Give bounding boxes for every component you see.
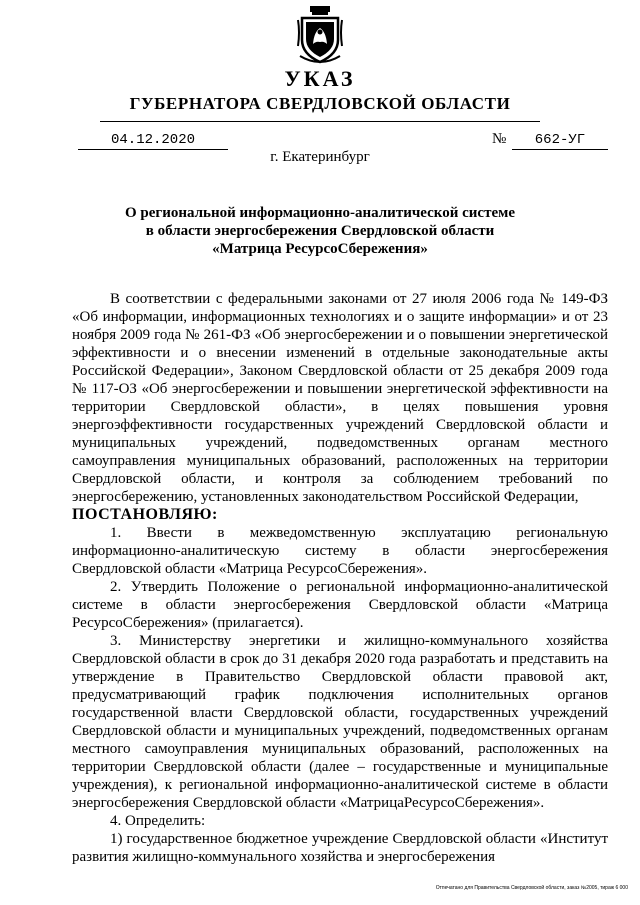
decree-date: 04.12.2020 xyxy=(78,132,228,150)
decree-number: 662-УГ xyxy=(512,132,608,150)
decree-word: ПОСТАНОВЛЯЮ: xyxy=(72,506,218,523)
number-label: № xyxy=(492,131,507,147)
preamble-paragraph: В соответствии с федеральными законами от 27 июля 2006 года № 149-ФЗ «Об информации, информационных технологиях и о защите информации» и от 23 ноября 2009 года № 261-ФЗ «Об энергосбережении и о повышении энергетической эффективности и о внесении изменений в отдельные законодательные акты Российской Федерации», Законом Свердловской области от 25 декабря 2009 года № 117-ОЗ «Об энергосбережении и повышении энергетической эффективности на территории Свердловской области», в целях повышения уровня энергоэффективности государственных учреждений Свердловской области и муниципальных учреждений, подведомственных органам местного самоуправления муниципальных образований, расположенных на территории Свердловской области, и контроля за соблюдением требований по энергосбережению, установленных законодательством Российской Федерации, xyxy=(72,291,608,505)
coat-of-arms-icon xyxy=(296,6,344,66)
subject-line-2: в области энергосбережения Свердловской области xyxy=(145,223,495,239)
city-name: г. Екатеринбург xyxy=(270,149,370,165)
subject-line-3: «Матрица РесурсоСбережения» xyxy=(212,241,428,257)
clause-1: 1. Ввести в межведомственную эксплуатацию региональную информационно-аналитическую систему в области энергосбережения Свердловской области «Матрица РесурсоСбережения». xyxy=(72,525,608,577)
clause-4-1: 1) государственное бюджетное учреждение Свердловской области «Институт развития жилищно-коммунального хозяйства и энергосбережения xyxy=(72,831,608,865)
decree-subject xyxy=(0,204,640,258)
issuer-title: ГУБЕРНАТОРА СВЕРДЛОВСКОЙ ОБЛАСТИ xyxy=(129,94,511,113)
clause-3: 3. Министерству энергетики и жилищно-коммунального хозяйства Свердловской области в срок до 31 декабря 2020 года разработать и представить на утверждение в Правительство Свердловской области правовой акт, предусматривающий график подключения исполнительных органов государственной власти Свердловской области, государственных учреждений Свердловской области и муниципальных учреждений, подведомственных органам местного самоуправления муниципальных образований, расположенных на территории Свердловской области (далее – государственные и муниципальные учреждения), к региональной информационно-аналитической системе в области энергосбережения Свердловской области «МатрицаРесурсоСбережения». xyxy=(72,633,608,811)
header-divider xyxy=(100,121,540,122)
print-footer: Отпечатано для Правительства Свердловской области, заказ №2005, тираж 6 000 xyxy=(435,885,628,891)
decree-body xyxy=(72,290,608,866)
clause-2: 2. Утвердить Положение о региональной информационно-аналитической системе в области энергосбережения Свердловской области «Матрица РесурсоСбережения» (прилагается). xyxy=(72,579,608,631)
document-type-title: УКАЗ xyxy=(284,66,356,91)
clause-4: 4. Определить: xyxy=(110,813,206,829)
subject-line-1: О региональной информационно-аналитической системе xyxy=(125,205,515,221)
